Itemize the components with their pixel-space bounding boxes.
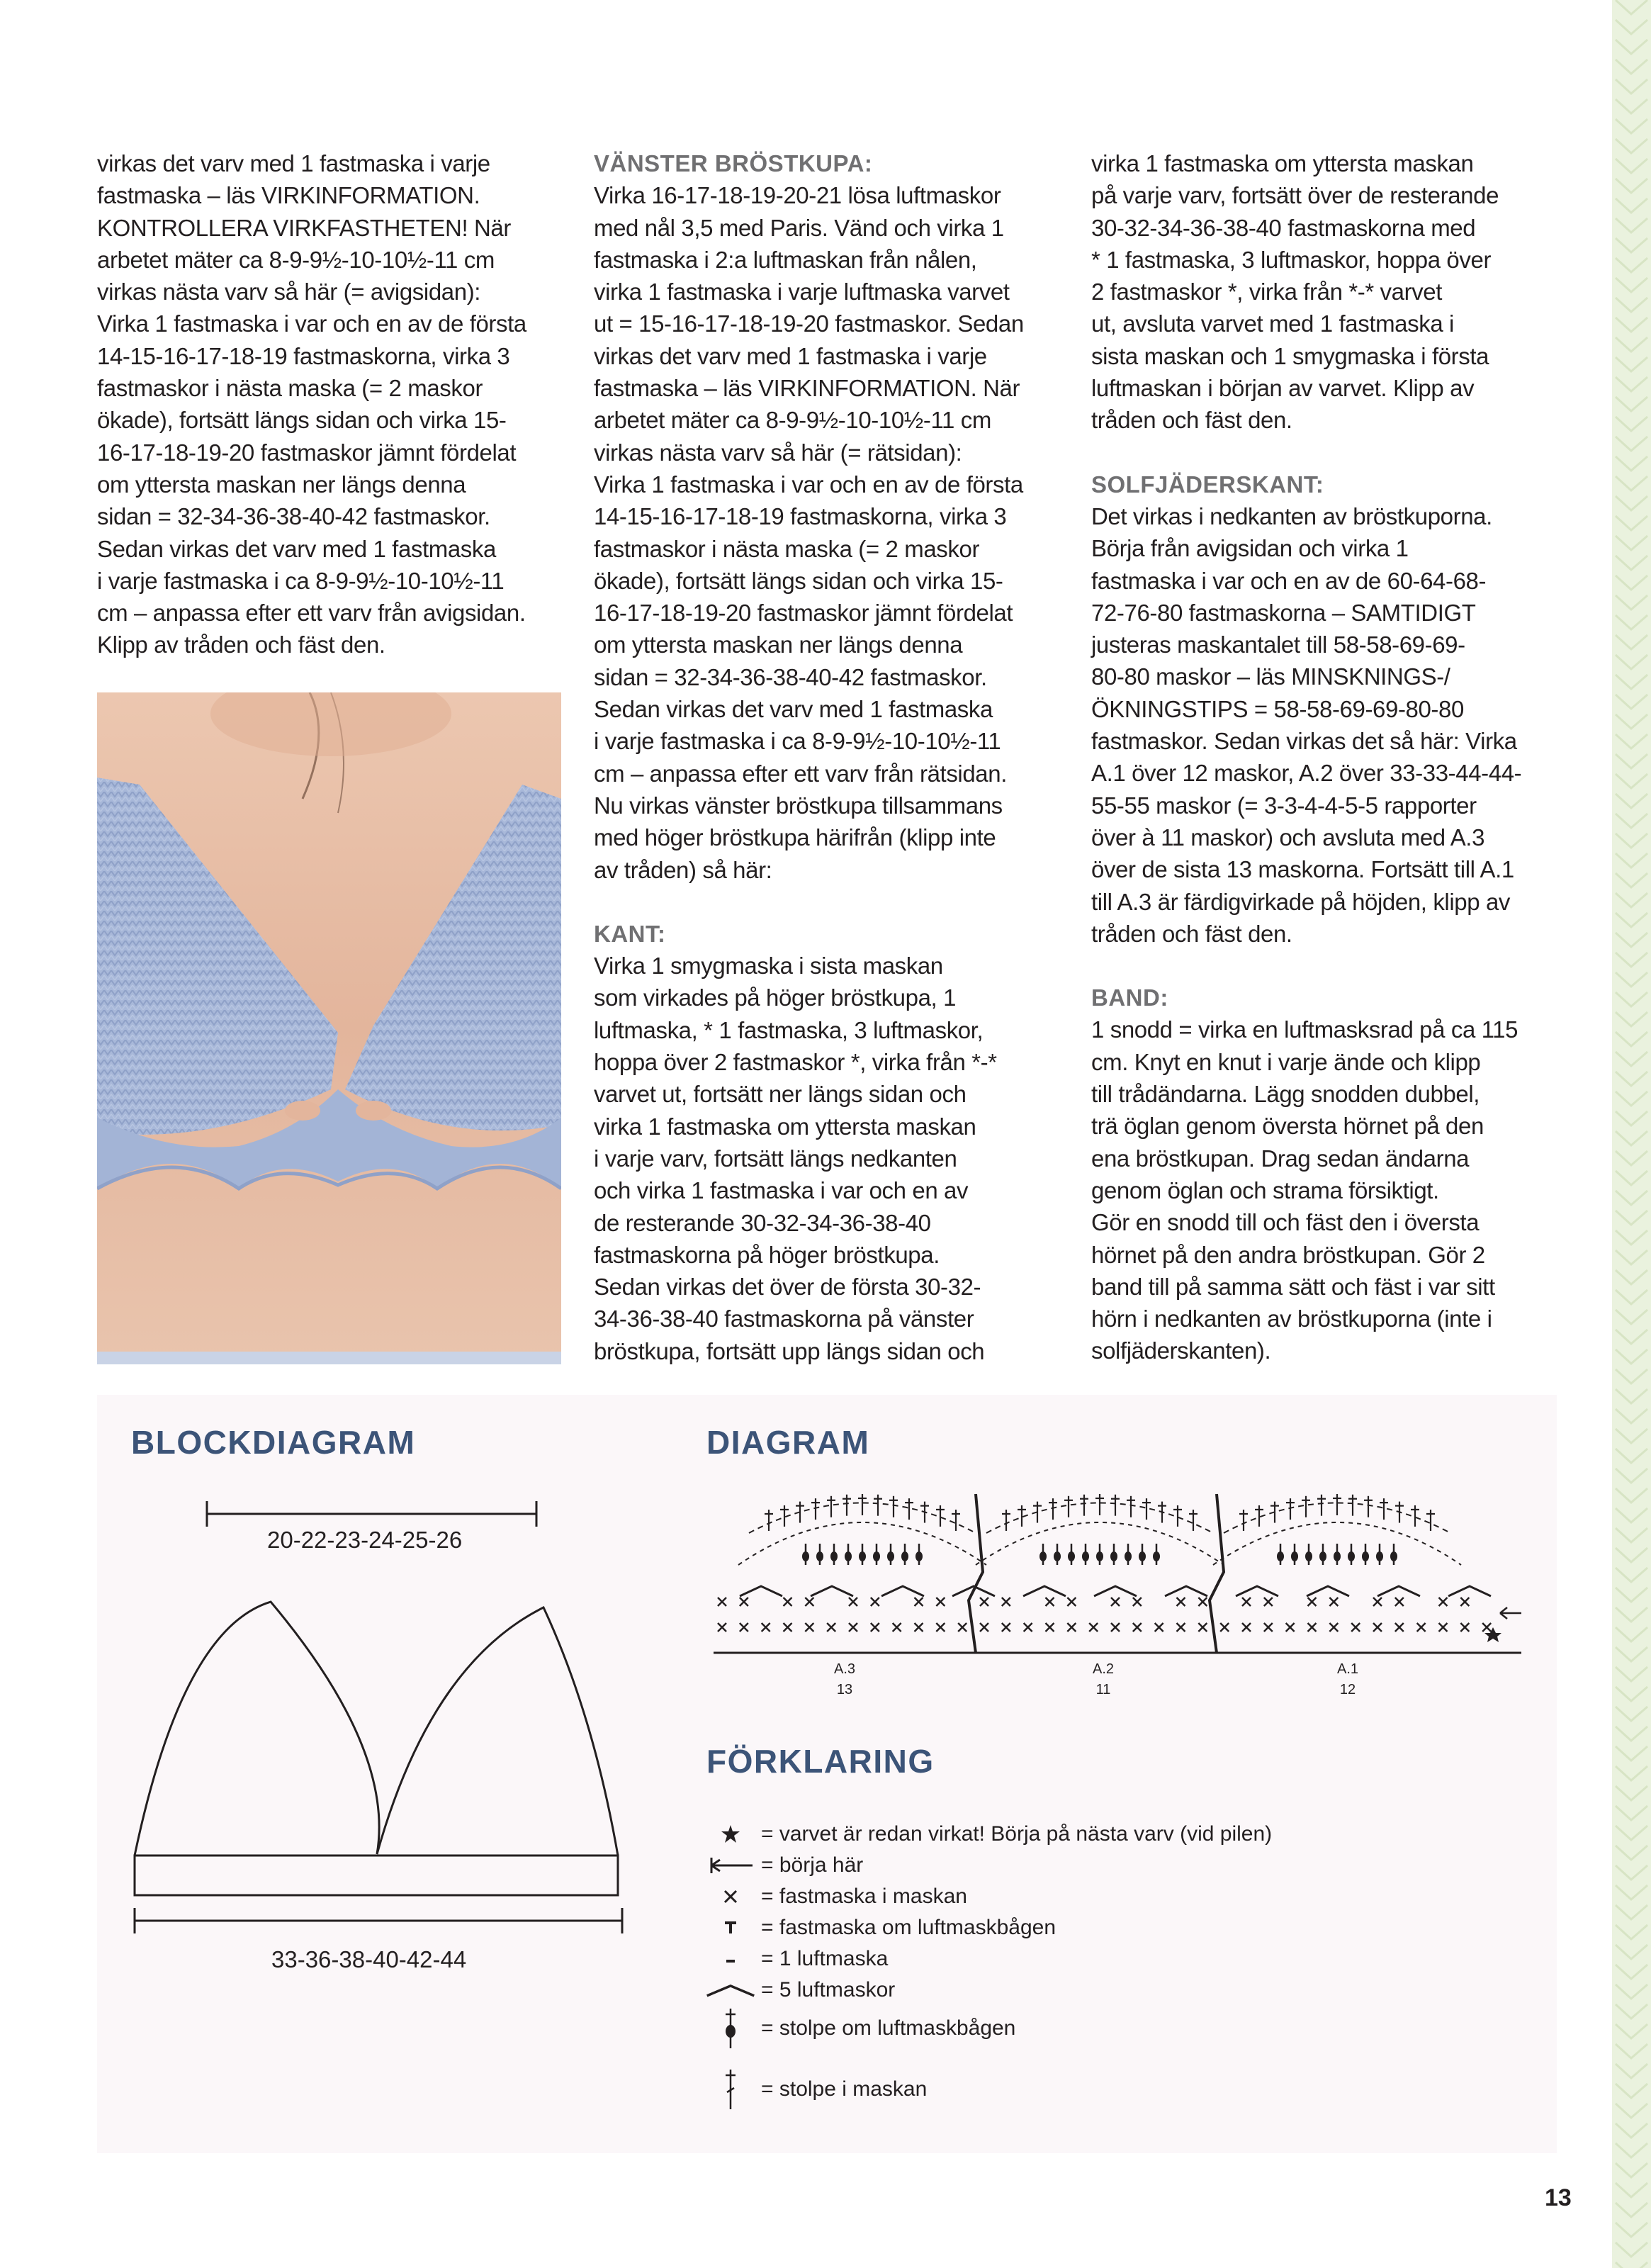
column3-paragraph-1: virka 1 fastmaska om yttersta maskan på varje varv, fortsätt över de resterande 30-32-34-36-38-40 fastmaskorna med * 1 fastmaska, 3 luftmaskor, hoppa över 2 fastmaskor *, virka från *-* varvet ut, avsluta varvet med 1 fastmaska i sista maskan och 1 smygmaska i första luftmaskan i början av varvet. Klipp av tråden och fäst den. (1091, 150, 1499, 434)
column1-paragraph: virkas det varv med 1 fastmaska i varje fastmaska – läs VIRKINFORMATION. KONTROLLERA VIRKFASTHETEN! När arbetet mäter ca 8-9-9½-10-10½-11 cm virkas nästa varv så här (= avigsidan): Virka 1 fastmaska i var och en av de första 14-15-16-17-18-19 fastmaskorna, virka 3 fastmaskor i nästa maska (= 2 maskor ökade), fortsätt längs sidan och virka 15- 16-17-18-19-20 fastmaskor jämnt fördelat om yttersta maskan ner längs denna sidan = 32-34-36-38-40-42 fastmaskor. Sedan virkas det varv med 1 fastmaska i varje fastmaska i ca 8-9-9½-10-10½-11 cm – anpassa efter ett varv från avigsidan. Klipp av tråden och fäst den. (97, 150, 526, 658)
legend-text-dash: = 1 luftmaska (761, 1947, 889, 1970)
section-label-a1: A.1 (1336, 1661, 1359, 1677)
section-count-a2: 11 (1095, 1682, 1111, 1697)
legend-title: FÖRKLARING (706, 1743, 935, 1780)
legend-text-stolpe: = stolpe i maskan (761, 2077, 928, 2101)
section-count-a3: 13 (836, 1682, 853, 1697)
legend-item-stolpe (706, 2067, 927, 2112)
page-number: 13 (1545, 2184, 1572, 2211)
section-label-a3: A.3 (833, 1661, 856, 1677)
side-decorative-strip (1612, 0, 1651, 2268)
section-heading-left-cup: VÄNSTER BRÖSTKUPA: (594, 150, 873, 176)
legend-item-stolpe-bobble (706, 2006, 1015, 2051)
cross-icon (706, 1881, 755, 1912)
legend-text-t: = fastmaska om luftmaskbågen (761, 1916, 1056, 1939)
section-label-a2: A.2 (1092, 1661, 1115, 1677)
crochet-chart (706, 1466, 1543, 1700)
section-heading-edge: KANT: (594, 920, 666, 947)
crochet-bikini-top-image (97, 692, 561, 1364)
column2-paragraph-1: Virka 16-17-18-19-20-21 lösa luftmaskor med nål 3,5 med Paris. Vänd och virka 1 fastmaska i 2:a luftmaskan från nålen, virka 1 fastmaska i varje luftmaska varvet ut = 15-16-17-18-19-20 fastmaskor. Sedan virkas det varv med 1 fastmaska i varje fastmaska – läs VIRKINFORMATION. När arbetet mäter ca 8-9-9½-10-10½-11 cm virkas nästa varv så här (= rätsidan): Virka 1 fastmaska i var och en av de första 14-15-16-17-18-19 fastmaskorna, virka 3 fastmaskor i nästa maska (= 2 maskor ökade), fortsätt längs sidan och virka 15- 16-17-18-19-20 fastmaskor jämnt fördelat om yttersta maskan ner längs denna sidan = 32-34-36-38-40-42 fastmaskor. Sedan virkas det varv med 1 fastmaska i varje fastmaska i ca 8-9-9½-10-10½-11 cm – anpassa efter ett varv från rätsidan. Nu virkas vänster bröstkupa tillsammans med höger bröstkupa härifrån (klipp inte av tråden) så här: (594, 182, 1024, 883)
diagram-title: DIAGRAM (706, 1424, 870, 1461)
legend-text-arrow: = börja här (761, 1853, 864, 1877)
section-heading-fan-edge: SOLFJÄDERSKANT: (1091, 471, 1324, 498)
t-icon (706, 1912, 755, 1943)
blockdiagram-title: BLOCKDIAGRAM (131, 1424, 416, 1461)
column2-paragraph-2: Virka 1 smygmaska i sista maskan som virkades på höger bröstkupa, 1 luftmaska, * 1 fastmaska, 3 luftmaskor, hoppa över 2 fastmaskor *, virka från *-* varvet ut, fortsätt ner längs sidan och virka 1 fastmaska om yttersta maskan i varje varv, fortsätt längs nedkanten och virka 1 fastmaska i var och en av de resterande 30-32-34-36-38-40 fastmaskorna på höger bröstkupa. Sedan virkas det över de första 30-32- 34-36-38-40 fastmaskorna på vänster bröstkupa, fortsätt upp längs sidan och (594, 953, 997, 1364)
top-measure-label: 20-22-23-24-25-26 (267, 1527, 463, 1553)
dash-icon (706, 1943, 755, 1975)
blockdiagram-drawing (97, 1395, 735, 2153)
legend-text-stolpe-bobble: = stolpe om luftmaskbågen (761, 2016, 1016, 2040)
arc-icon (706, 1975, 755, 2006)
legend-text-arc: = 5 luftmaskor (761, 1978, 896, 2002)
legend-text-cross: = fastmaska i maskan (761, 1885, 967, 1908)
legend-item-star (706, 1819, 1272, 1850)
legend-item-arc (706, 1975, 895, 2006)
text-column-3 (1091, 147, 1559, 1367)
legend-item-t (706, 1912, 1056, 1943)
star-icon (706, 1819, 755, 1850)
text-column-1 (97, 147, 565, 661)
stitch-pattern-icon (1612, 0, 1651, 2268)
legend-text-star: = varvet är redan virkat! Börja på nästa varv (vid pilen) (761, 1822, 1273, 1846)
column3-paragraph-3: 1 snodd = virka en luftmasksrad på ca 115 cm. Knyt en knut i varje ände och klipp till trådändarna. Lägg snodden dubbel, trä öglan genom översta hörnet på den ena bröstkupan. Drag sedan ändarna genom öglan och strama försiktigt. Gör en snodd till och fäst den i översta hörnet på den andra bröstkupan. Gör 2 band till på samma sätt och fäst i var sitt hörn i nedkanten av bröstkuporna (inte i solfjäderskanten). (1091, 1016, 1518, 1364)
column3-paragraph-2: Det virkas i nedkanten av bröstkuporna. Börja från avigsidan och virka 1 fastmaska i var och en av de 60-64-68- 72-76-80 fastmaskorna – SAMTIDIGT justeras maskantalet till 58-58-69-69- 80-80 maskor – läs MINSKNINGS-/ ÖKNINGSTIPS = 58-58-69-69-80-80 fastmaskor. Sedan virkas det så här: Virka A.1 över 12 maskor, A.2 över 33-33-44-44- 55-55 maskor (= 3-3-4-4-5-5 rapporter över à 11 maskor) och avsluta med A.3 över de sista 13 maskorna. Fortsätt till A.1 till A.3 är färdigvirkade på höjden, klipp av tråden och fäst den. (1091, 503, 1522, 947)
bottom-measure-label: 33-36-38-40-42-44 (271, 1946, 467, 1972)
product-photo (97, 692, 561, 1364)
stolpe-icon (706, 2067, 755, 2112)
section-heading-band: BAND: (1091, 984, 1168, 1011)
legend-item-dash (706, 1943, 888, 1975)
arrow-left-icon (706, 1850, 755, 1881)
legend-item-cross (706, 1881, 967, 1912)
text-column-2 (594, 147, 1047, 1367)
legend-item-arrow (706, 1850, 863, 1881)
stolpe-bobble-icon (706, 2006, 755, 2051)
section-count-a1: 12 (1339, 1682, 1356, 1697)
